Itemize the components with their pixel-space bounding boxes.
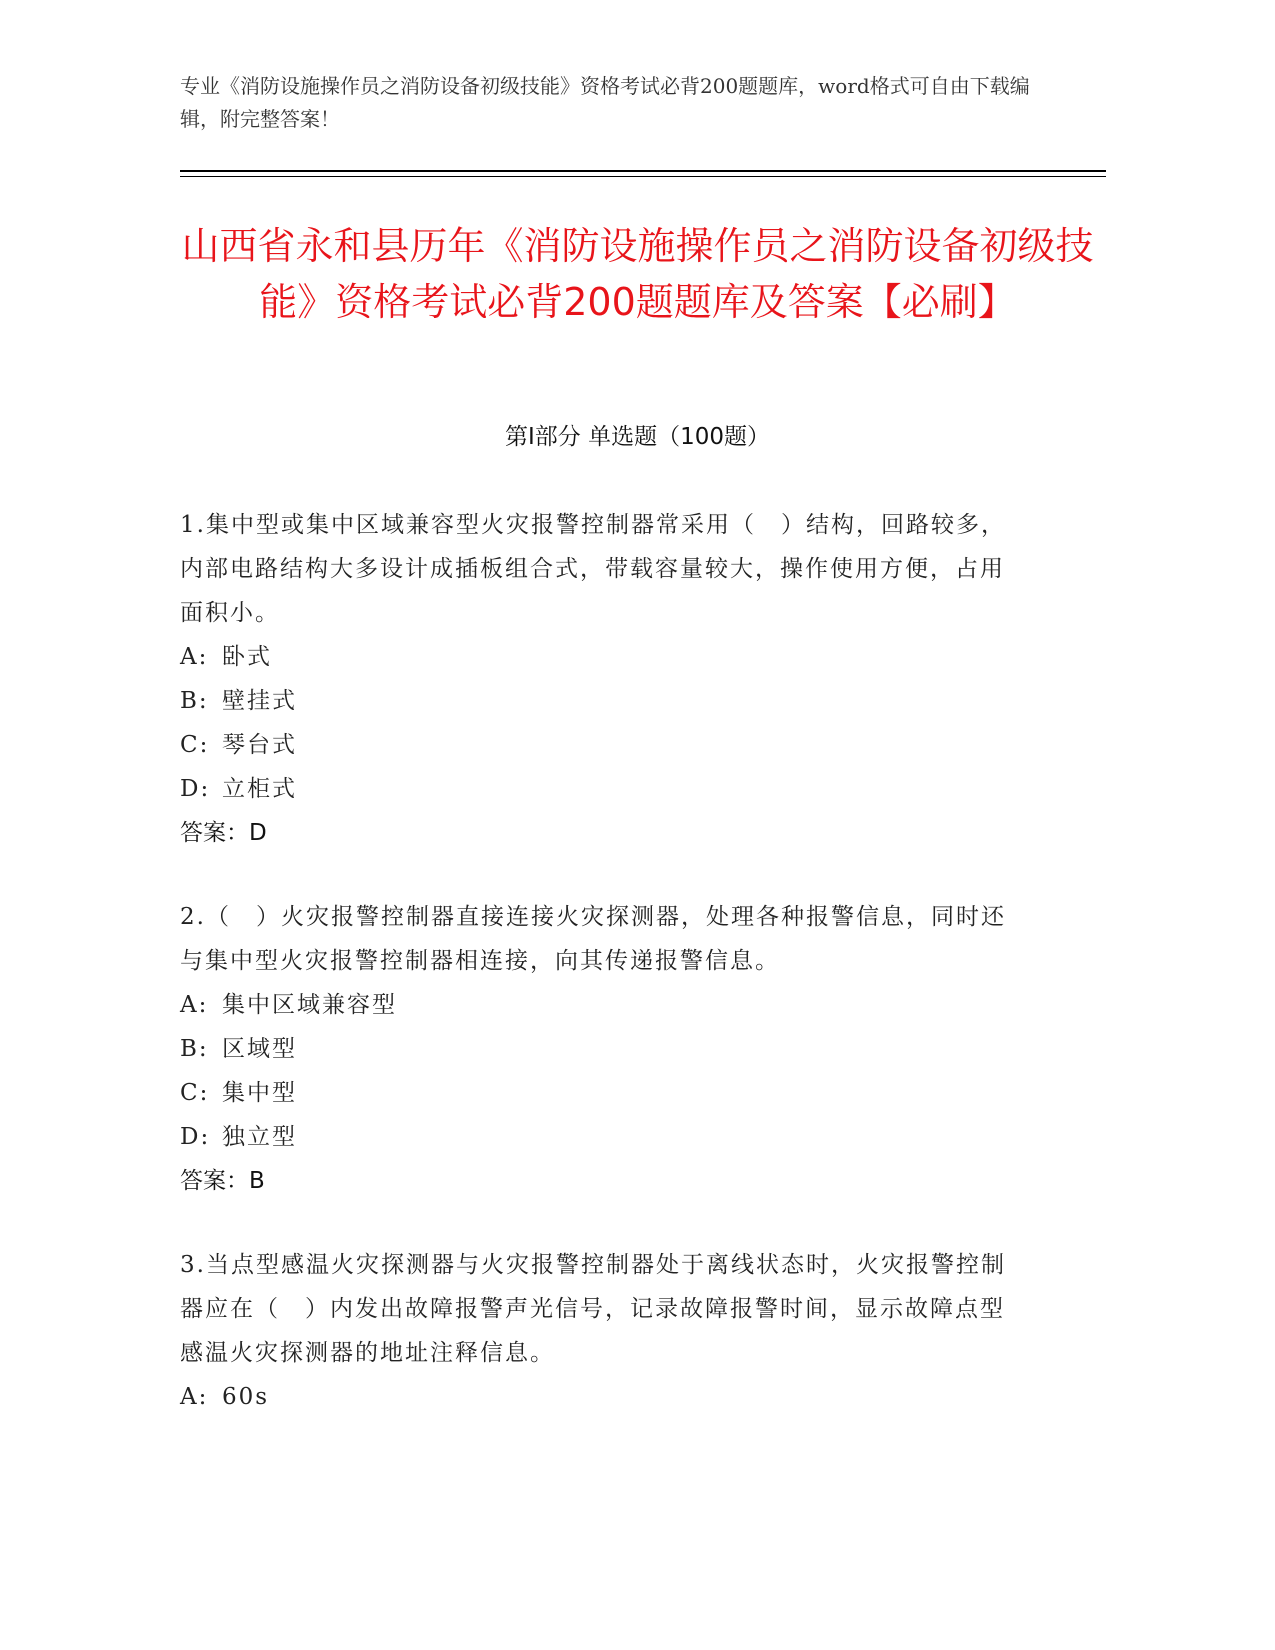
- question-3: [180, 1243, 1020, 1419]
- option-c: [180, 723, 1020, 767]
- option-text: 琴台式: [222, 732, 297, 758]
- option-text: 集中区域兼容型: [222, 992, 397, 1018]
- option-text: 区域型: [222, 1036, 297, 1062]
- section-heading: 第I部分 单选题（100题）: [505, 424, 770, 450]
- answer-line: 答案：D: [180, 820, 267, 846]
- option-c: [180, 1071, 1020, 1115]
- header-rule-thin: [180, 176, 1106, 177]
- header-rule-thick: [180, 170, 1106, 172]
- option-key: D:: [180, 776, 211, 802]
- option-b: [180, 679, 1020, 723]
- header-note: 专业《消防设施操作员之消防设备初级技能》资格考试必背200题题库，word格式可自由下载编辑，附完整答案！: [180, 74, 1030, 131]
- question-stem: 2.（ ）火灾报警控制器直接连接火灾探测器，处理各种报警信息，同时还与集中型火灾报警控制器相连接，向其传递报警信息。: [180, 904, 1006, 974]
- option-a: [180, 635, 1020, 679]
- option-text: 壁挂式: [222, 688, 297, 714]
- option-b: [180, 1027, 1020, 1071]
- document-title: 山西省永和县历年《消防设施操作员之消防设备初级技能》资格考试必背200题题库及答案【必刷】: [181, 224, 1094, 324]
- option-key: A:: [180, 992, 209, 1018]
- option-key: C:: [180, 1080, 210, 1106]
- answer-line: 答案：B: [180, 1168, 265, 1194]
- option-text: 立柜式: [222, 776, 297, 802]
- question-stem: 1.集中型或集中区域兼容型火灾报警控制器常采用（ ）结构，回路较多，内部电路结构大多设计成插板组合式，带载容量较大，操作使用方便，占用面积小。: [180, 512, 1006, 626]
- question-1: [180, 503, 1020, 855]
- option-key: D:: [180, 1124, 211, 1150]
- option-text: 60s: [222, 1384, 270, 1410]
- question-stem: 3.当点型感温火灾探测器与火灾报警控制器处于离线状态时，火灾报警控制器应在（ ）内发出故障报警声光信号，记录故障报警时间，显示故障点型感温火灾探测器的地址注释信息。: [180, 1252, 1006, 1366]
- option-text: 独立型: [222, 1124, 297, 1150]
- option-key: A:: [180, 644, 209, 670]
- option-a: [180, 983, 1020, 1027]
- option-a: [180, 1375, 1020, 1419]
- option-key: B:: [180, 688, 209, 714]
- option-text: 卧式: [222, 644, 272, 670]
- option-text: 集中型: [222, 1080, 297, 1106]
- option-d: [180, 767, 1020, 811]
- option-key: A:: [180, 1384, 209, 1410]
- option-key: B:: [180, 1036, 209, 1062]
- option-d: [180, 1115, 1020, 1159]
- option-key: C:: [180, 732, 210, 758]
- question-2: [180, 895, 1020, 1203]
